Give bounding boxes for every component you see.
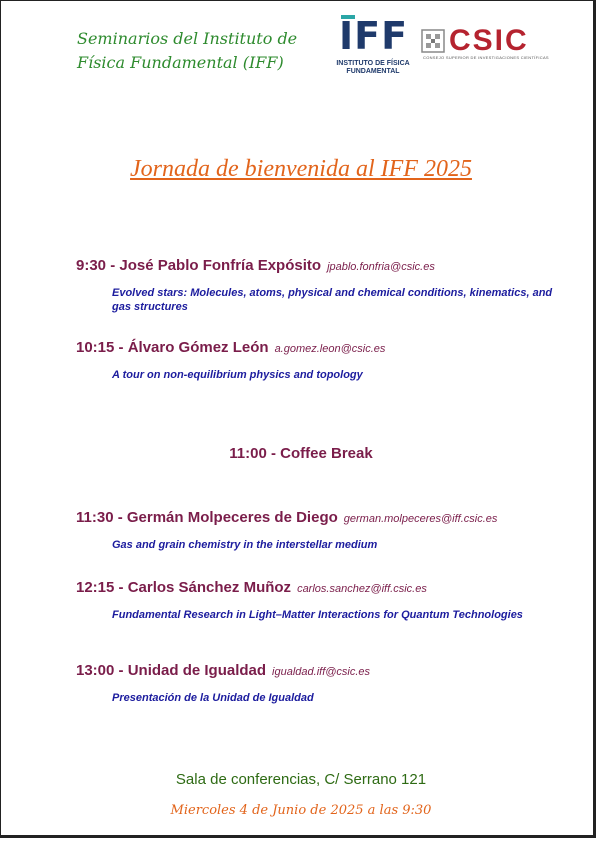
iff-logo-sub2: FUNDAMENTAL [346,68,400,75]
talk-time-speaker: 9:30 - José Pablo Fonfría Expósito [76,257,322,274]
speaker-email: german.molpeceres@iff.csic.es [343,513,498,525]
talk-topic: Evolved stars: Molecules, atoms, physical and chemical conditions, kinematics, and gas structures [112,287,553,313]
talk-topic: Gas and grain chemistry in the interstellar medium [112,539,378,551]
csic-logo-subtitle: CONSEJO SUPERIOR DE INVESTIGACIONES CIENTÍFICAS [423,55,549,60]
talk-time-speaker: 11:30 - Germán Molpeceres de Diego [76,509,338,526]
csic-emblem-icon [421,29,445,53]
venue: Sala de conferencias, C/ Serrano 121 [175,771,427,788]
seminar-series-title [77,27,297,75]
iff-logo [331,15,413,77]
talk-item [76,339,556,382]
talk-heading [76,509,556,526]
talk-topic: Presentación de la Unidad de Igualdad [112,692,314,704]
speaker-email: igualdad.iff@csic.es [272,666,371,678]
talk-heading [76,257,556,274]
csic-logo [421,24,553,63]
series-title-line1: Seminarios del Instituto de [77,29,298,48]
event-title: Jornada de bienvenida al IFF 2025 [130,156,472,182]
talk-time-speaker: 10:15 - Álvaro Gómez León [76,339,269,356]
coffee-break: 11:00 - Coffee Break [229,445,373,462]
talk-time-speaker: 12:15 - Carlos Sánchez Muñoz [76,579,292,596]
talk-topic: A tour on non-equilibrium physics and topology [112,369,363,381]
iff-logo-sub1: INSTITUTO DE FÍSICA [336,60,410,67]
series-title-line2: Física Fundamental (IFF) [77,53,284,72]
speaker-email: carlos.sanchez@iff.csic.es [297,583,427,595]
talk-heading [76,339,556,356]
talk-topic: Fundamental Research in Light–Matter Interactions for Quantum Technologies [112,609,523,621]
speaker-email: a.gomez.leon@csic.es [274,343,386,355]
talk-heading [76,662,556,679]
speaker-email: jpablo.fonfria@csic.es [327,261,435,273]
talk-item [76,509,556,552]
iff-logo-subtitle [331,60,415,76]
talk-item [76,257,556,314]
iff-logo-letters: IFF [339,14,409,58]
talk-time-speaker: 13:00 - Unidad de Igualdad [76,662,267,679]
talk-heading [76,579,556,596]
event-date: Miercoles 4 de Junio de 2025 a las 9:30 [170,803,432,818]
talk-item [76,579,556,622]
talk-item [76,662,556,705]
csic-logo-word: CSIC [449,24,529,57]
